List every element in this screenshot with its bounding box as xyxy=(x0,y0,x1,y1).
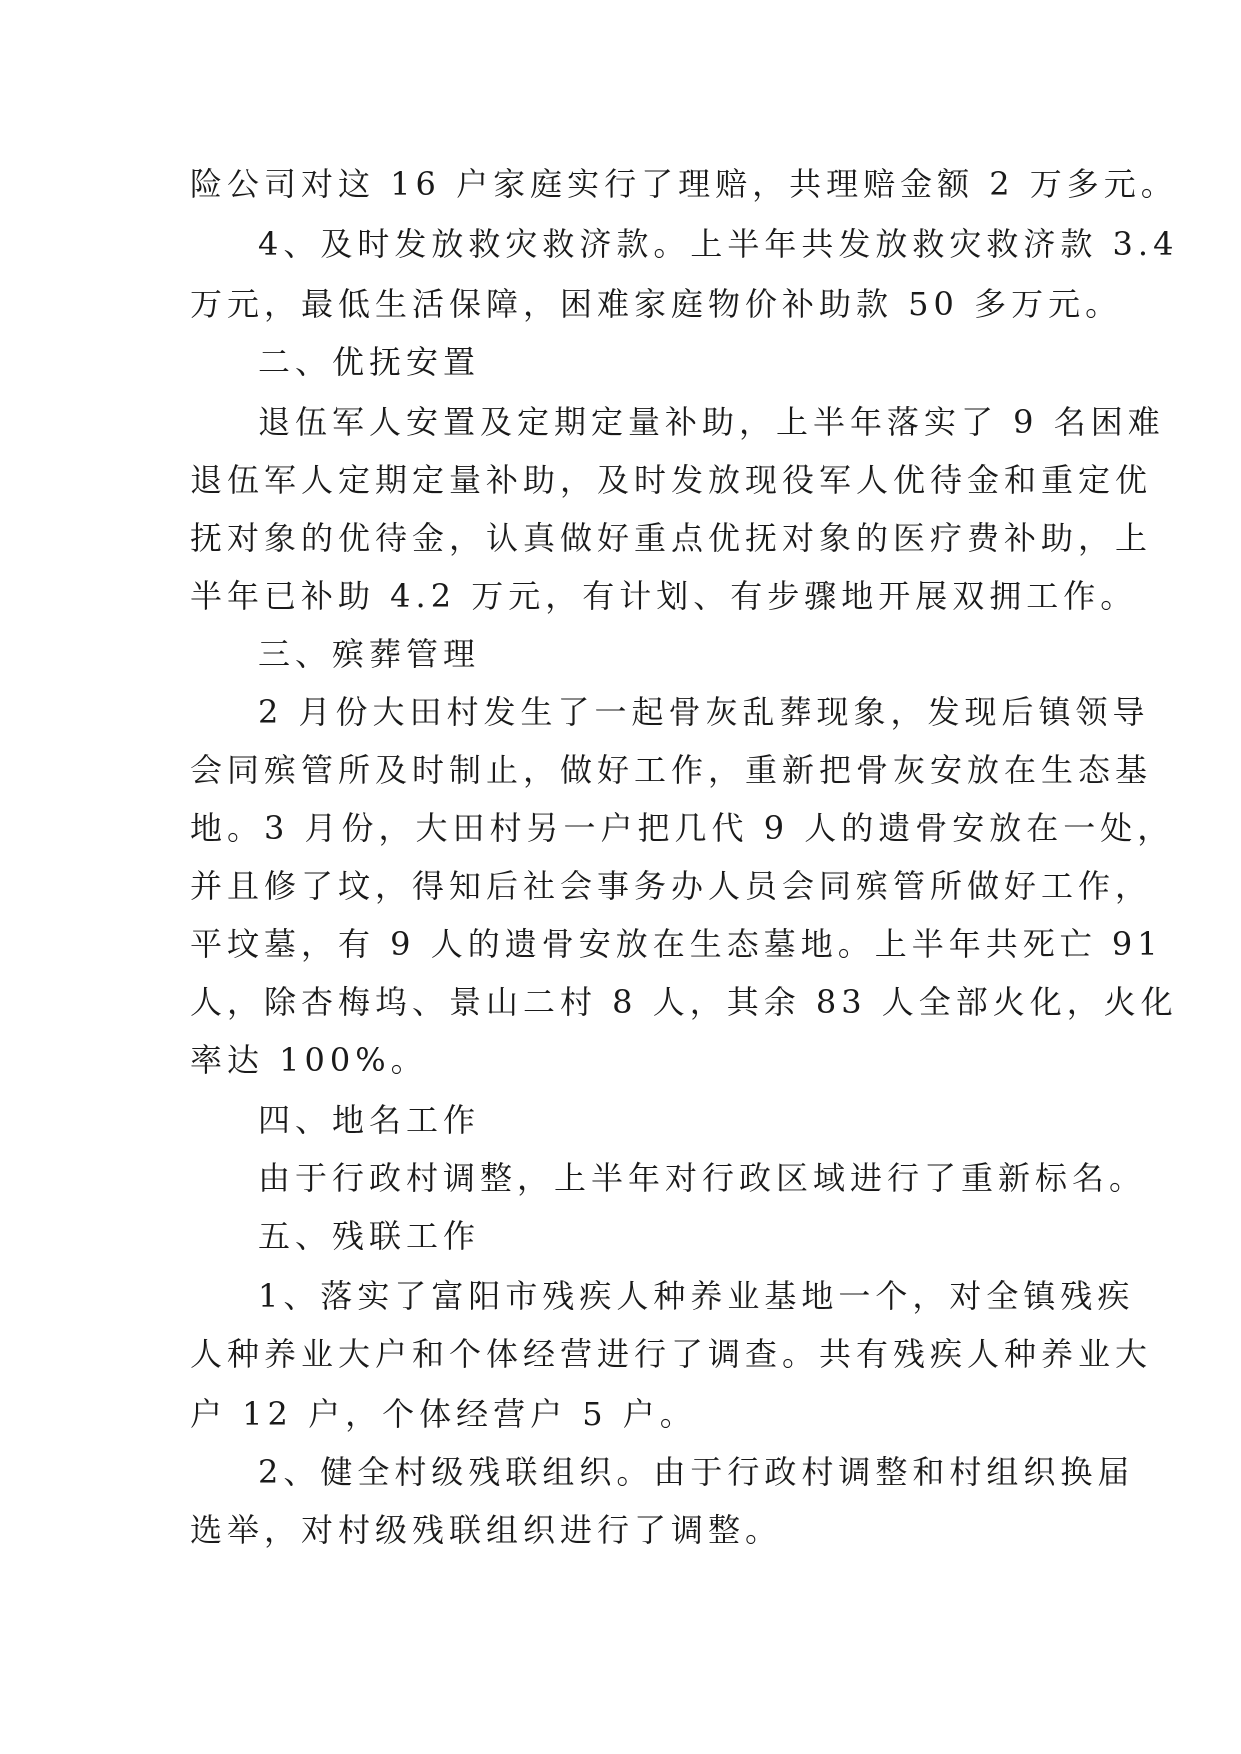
text-line: 人，除杏梅坞、景山二村 8 人，其余 83 人全部火化，火化 xyxy=(190,983,1178,1021)
text-line: 半年已补助 4.2 万元，有计划、有步骤地开展双拥工作。 xyxy=(190,577,1138,615)
text-line: 平坟墓，有 9 人的遗骨安放在生态墓地。上半年共死亡 91 xyxy=(190,925,1163,963)
text-line: 率达 100%。 xyxy=(190,1041,428,1079)
text-line: 2 月份大田村发生了一起骨灰乱葬现象，发现后镇领导 xyxy=(258,693,1150,731)
section-heading: 四、地名工作 xyxy=(258,1101,481,1139)
text-line: 退伍军人定期定量补助，及时发放现役军人优待金和重定优 xyxy=(190,461,1153,499)
text-line: 退伍军人安置及定期定量补助，上半年落实了 9 名困难 xyxy=(258,403,1165,441)
text-line: 万元，最低生活保障，困难家庭物价补助款 50 多万元。 xyxy=(190,285,1123,323)
text-line: 2、健全村级残联组织。由于行政村调整和村组织换届 xyxy=(258,1453,1135,1491)
text-line: 抚对象的优待金，认真做好重点优抚对象的医疗费补助，上 xyxy=(190,519,1153,557)
text-line: 由于行政村调整，上半年对行政区域进行了重新标名。 xyxy=(258,1159,1147,1197)
section-heading: 二、优抚安置 xyxy=(258,343,481,381)
text-line: 人种养业大户和个体经营进行了调查。共有残疾人种养业大 xyxy=(190,1335,1153,1373)
section-heading: 三、殡葬管理 xyxy=(258,635,481,673)
text-line: 地。3 月份，大田村另一户把几代 9 人的遗骨安放在一处， xyxy=(190,809,1175,847)
text-line: 户 12 户，个体经营户 5 户。 xyxy=(190,1395,697,1433)
text-line: 1、落实了富阳市残疾人种养业基地一个，对全镇残疾 xyxy=(258,1277,1135,1315)
text-line: 4、及时发放救灾救济款。上半年共发放救灾救济款 3.4 xyxy=(258,225,1179,263)
text-line: 险公司对这 16 户家庭实行了理赔，共理赔金额 2 万多元。 xyxy=(190,165,1178,203)
section-heading: 五、残联工作 xyxy=(258,1217,481,1255)
text-line: 会同殡管所及时制止，做好工作，重新把骨灰安放在生态基 xyxy=(190,751,1153,789)
text-line: 选举，对村级残联组织进行了调整。 xyxy=(190,1511,783,1549)
text-line: 并且修了坟，得知后社会事务办人员会同殡管所做好工作， xyxy=(190,867,1153,905)
